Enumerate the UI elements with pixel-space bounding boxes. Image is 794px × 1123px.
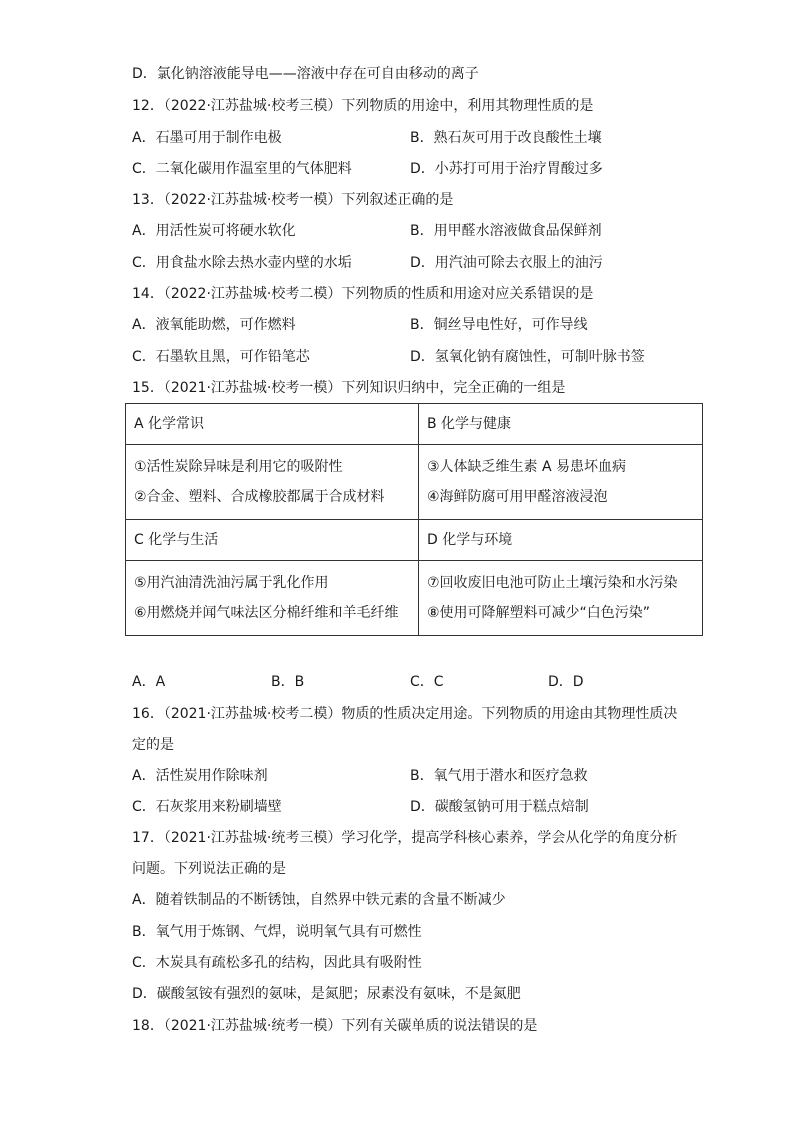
table-cell-d-body (419, 561, 703, 636)
question-17-cont: 问题。下列说法正确的是 (132, 861, 286, 877)
q17-option-a: A．随着铁制品的不断锈蚀，自然界中铁元素的含量不断减少 (132, 892, 506, 908)
q17-option-b: B．氧气用于炼钢、气焊，说明氧气具有可燃性 (132, 924, 422, 940)
q13-option-d: D．用汽油可除去衣服上的油污 (410, 255, 603, 271)
question-15: 15．（2021·江苏盐城·校考一模）下列知识归纳中，完全正确的一组是 (132, 380, 566, 396)
question-18: 18．（2021·江苏盐城·统考一模）下列有关碳单质的说法错误的是 (132, 1018, 538, 1034)
table-item-3: ③人体缺乏维生素 A 易患坏血病 (427, 459, 627, 475)
q11-option-d: D．氯化钠溶液能导电——溶液中存在可自由移动的离子 (132, 66, 479, 82)
q12-option-a: A．石墨可用于制作电极 (132, 130, 282, 146)
table-item-7: ⑦回收废旧电池可防止土壤污染和水污染 (427, 575, 678, 591)
table-cell-a-body (126, 445, 419, 520)
q17-option-d: D．碳酸氢铵有强烈的氨味，是氮肥；尿素没有氨味，不是氮肥 (132, 986, 521, 1002)
table-item-4: ④海鲜防腐可用甲醛溶液浸泡 (427, 489, 608, 505)
q13-option-c: C．用食盐水除去热水壶内壁的水垢 (132, 255, 352, 271)
q13-option-a: A．用活性炭可将硬水软化 (132, 223, 296, 239)
q14-option-d: D．氢氧化钠有腐蚀性，可制叶脉书签 (410, 349, 645, 365)
table-row (126, 520, 703, 561)
table-cell-b-body (419, 445, 703, 520)
question-17: 17．（2021·江苏盐城·统考三模）学习化学，提高学科核心素养，学会从化学的角度分析 (132, 830, 678, 846)
table-row (126, 561, 703, 636)
table-item-1: ①活性炭除异味是利用它的吸附性 (134, 459, 343, 475)
q12-option-c: C．二氧化碳用作温室里的气体肥料 (132, 161, 352, 177)
table-cell-a-head: A 化学常识 (126, 404, 419, 445)
q14-option-c: C．石墨软且黑，可作铅笔芯 (132, 349, 310, 365)
question-14: 14．（2022·江苏盐城·校考二模）下列物质的性质和用途对应关系错误的是 (132, 286, 594, 302)
table-row (126, 404, 703, 445)
q16-option-c: C．石灰浆用来粉刷墙壁 (132, 799, 282, 815)
q14-option-b: B．铜丝导电性好，可作导线 (410, 317, 588, 333)
table-cell-b-head: B 化学与健康 (419, 404, 703, 445)
table-item-8: ⑧使用可降解塑料可减少“白色污染” (427, 605, 651, 621)
knowledge-table (125, 403, 703, 636)
table-item-2: ②合金、塑料、合成橡胶都属于合成材料 (134, 489, 385, 505)
q15-option-c: C．C (410, 674, 444, 690)
table-item-6: ⑥用燃烧并闻气味法区分棉纤维和羊毛纤维 (134, 605, 399, 621)
q16-option-d: D．碳酸氢钠可用于糕点焙制 (410, 799, 589, 815)
table-cell-c-body (126, 561, 419, 636)
q17-option-c: C．木炭具有疏松多孔的结构，因此具有吸附性 (132, 955, 422, 971)
table-cell-d-head: D 化学与环境 (419, 520, 703, 561)
question-12: 12．（2022·江苏盐城·校考三模）下列物质的用途中，利用其物理性质的是 (132, 98, 594, 114)
table-item-5: ⑤用汽油清洗油污属于乳化作用 (134, 575, 329, 591)
q15-option-b: B．B (271, 674, 305, 690)
question-16-cont: 定的是 (132, 737, 174, 753)
table-row (126, 445, 703, 520)
q15-option-d: D．D (548, 674, 584, 690)
q16-option-a: A．活性炭用作除味剂 (132, 768, 268, 784)
question-16: 16．（2021·江苏盐城·校考二模）物质的性质决定用途。下列物质的用途由其物理性质决 (132, 706, 678, 722)
q12-option-b: B．熟石灰可用于改良酸性土壤 (410, 130, 602, 146)
table-cell-c-head: C 化学与生活 (126, 520, 419, 561)
question-13: 13．（2022·江苏盐城·校考一模）下列叙述正确的是 (132, 192, 454, 208)
q14-option-a: A．液氧能助燃，可作燃料 (132, 317, 296, 333)
q13-option-b: B．用甲醛水溶液做食品保鲜剂 (410, 223, 602, 239)
q16-option-b: B．氧气用于潜水和医疗急救 (410, 768, 588, 784)
q12-option-d: D．小苏打可用于治疗胃酸过多 (410, 161, 603, 177)
q15-option-a: A．A (132, 674, 166, 690)
